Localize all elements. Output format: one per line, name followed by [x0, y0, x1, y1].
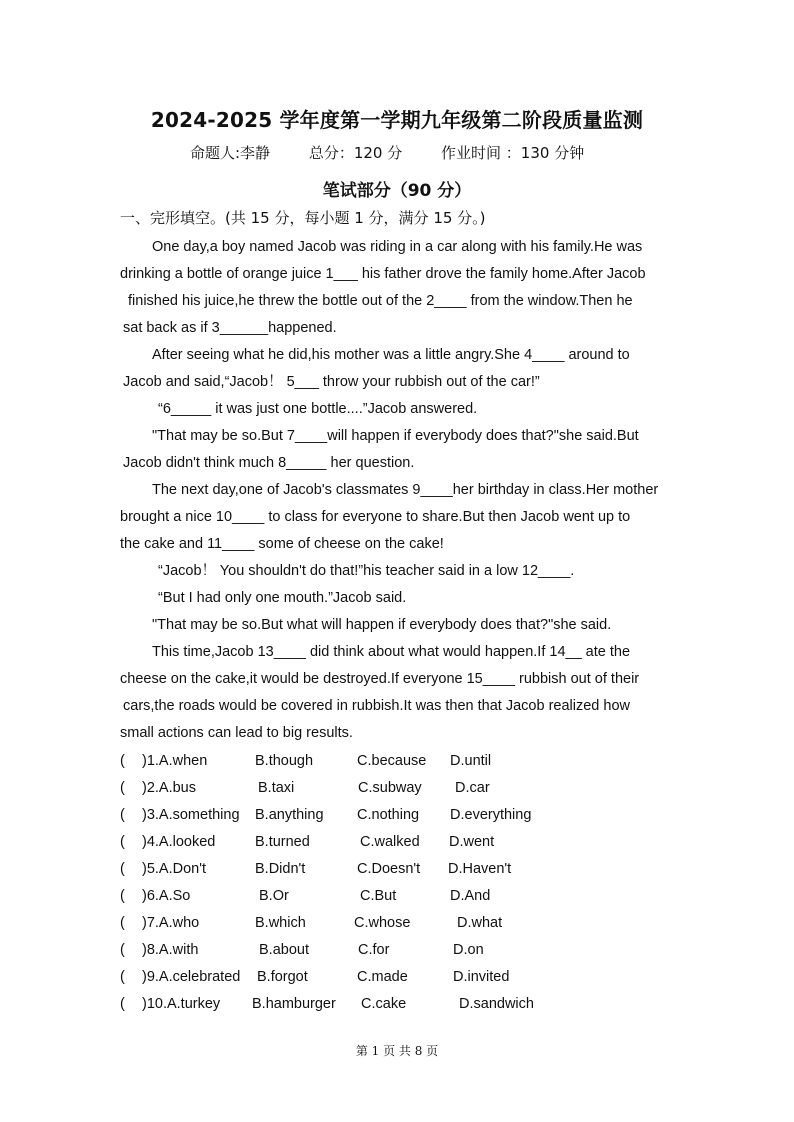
- question-row: [120, 883, 680, 910]
- option-b: B.which: [255, 915, 306, 931]
- option-a: )3.A.something: [142, 807, 240, 823]
- option-d: D.what: [457, 915, 503, 931]
- passage-line: "That may be so.But what will happen if everybody does that?"she said.: [152, 617, 612, 633]
- option-b: B.hamburger: [252, 996, 336, 1012]
- question-row: [120, 937, 680, 964]
- option-d: D.went: [449, 834, 495, 850]
- option-b: B.anything: [255, 807, 324, 823]
- answer-paren: (: [120, 888, 125, 904]
- option-b: B.Or: [259, 888, 289, 904]
- answer-paren: (: [120, 915, 125, 931]
- author-label: 命题人:李静: [190, 144, 271, 162]
- option-c: C.because: [357, 753, 427, 769]
- answer-paren: (: [120, 834, 125, 850]
- passage-line: the cake and 11____ some of cheese on the cake!: [120, 536, 444, 552]
- option-c: C.But: [360, 888, 397, 904]
- passage-line: “Jacob！ You shouldn't do that!”his teacher said in a low 12____.: [158, 563, 575, 579]
- question-row: [120, 964, 680, 991]
- answer-paren: (: [120, 861, 125, 877]
- passage-line: After seeing what he did,his mother was a little angry.She 4____ around to: [152, 347, 630, 363]
- passage-line: Jacob and said,“Jacob！ 5___ throw your rubbish out of the car!”: [123, 374, 540, 390]
- option-a: )8.A.with: [142, 942, 199, 958]
- option-a: )6.A.So: [142, 888, 191, 904]
- document-title: 2024-2025 学年度第一学期九年级第二阶段质量监测: [150, 108, 644, 132]
- option-d: D.sandwich: [459, 996, 534, 1012]
- passage-line: One day,a boy named Jacob was riding in a car along with his family.He was: [152, 239, 643, 255]
- question-row: [120, 829, 680, 856]
- option-a: )4.A.looked: [142, 834, 216, 850]
- passage-line: “But I had only one mouth.”Jacob said.: [158, 590, 407, 606]
- option-c: C.cake: [361, 996, 407, 1012]
- passage-line: “6_____ it was just one bottle....”Jacob answered.: [158, 401, 478, 417]
- question-row: [120, 910, 680, 937]
- option-c: C.subway: [358, 780, 422, 796]
- answer-paren: (: [120, 969, 125, 985]
- option-b: B.though: [255, 753, 314, 769]
- option-d: D.on: [453, 942, 484, 958]
- option-b: B.about: [259, 942, 309, 958]
- option-d: D.invited: [453, 969, 510, 985]
- option-a: )7.A.who: [142, 915, 200, 931]
- option-a: )10.A.turkey: [142, 996, 221, 1012]
- question-row: [120, 775, 680, 802]
- option-d: D.everything: [450, 807, 532, 823]
- option-d: D.car: [455, 780, 490, 796]
- question-row: [120, 748, 680, 775]
- passage-line: "That may be so.But 7____will happen if everybody does that?"she said.But: [152, 428, 639, 444]
- passage-line: Jacob didn't think much 8_____ her question.: [123, 455, 415, 471]
- question-row: [120, 991, 680, 1018]
- option-c: C.walked: [360, 834, 420, 850]
- option-a: )9.A.celebrated: [142, 969, 241, 985]
- option-a: )1.A.when: [142, 753, 208, 769]
- answer-paren: (: [120, 942, 125, 958]
- exam-meta: [190, 142, 618, 163]
- cloze-passage: [120, 234, 680, 747]
- option-c: C.nothing: [357, 807, 420, 823]
- option-a: )5.A.Don't: [142, 861, 207, 877]
- passage-line: brought a nice 10____ to class for everyone to share.But then Jacob went up to: [120, 509, 631, 525]
- answer-paren: (: [120, 996, 125, 1012]
- option-b: B.forgot: [257, 969, 308, 985]
- option-d: D.Haven't: [448, 861, 512, 877]
- option-c: C.whose: [354, 915, 411, 931]
- option-a: )2.A.bus: [142, 780, 196, 796]
- answer-paren: (: [120, 780, 125, 796]
- answer-paren: (: [120, 807, 125, 823]
- option-b: B.turned: [255, 834, 310, 850]
- passage-line: This time,Jacob 13____ did think about what would happen.If 14__ ate the: [152, 644, 631, 660]
- answer-paren: (: [120, 753, 125, 769]
- passage-line: drinking a bottle of orange juice 1___ his father drove the family home.After Jacob: [120, 266, 646, 282]
- option-c: C.Doesn't: [357, 861, 421, 877]
- option-d: D.until: [450, 753, 492, 769]
- question-options: [120, 748, 680, 1018]
- passage-line: small actions can lead to big results.: [120, 725, 353, 741]
- total-score-label: 总分：120 分: [308, 144, 403, 162]
- option-d: D.And: [450, 888, 491, 904]
- question-row: [120, 856, 680, 883]
- passage-line: The next day,one of Jacob's classmates 9____her birthday in class.Her mother: [152, 482, 659, 498]
- time-label: 作业时间 ：130 分钟: [441, 144, 585, 162]
- passage-line: cheese on the cake,it would be destroyed.If everyone 15____ rubbish out of their: [120, 671, 640, 687]
- option-b: B.taxi: [258, 780, 295, 796]
- option-c: C.for: [358, 942, 390, 958]
- page-footer: 第 1 页 共 8 页: [355, 1044, 439, 1058]
- instructions: 一、完形填空。(共 15 分，每小题 1 分，满分 15 分。): [120, 209, 486, 227]
- option-c: C.made: [357, 969, 408, 985]
- question-row: [120, 802, 680, 829]
- passage-line: cars,the roads would be covered in rubbish.It was then that Jacob realized how: [123, 698, 630, 714]
- passage-line: sat back as if 3______happened.: [123, 320, 337, 336]
- passage-line: finished his juice,he threw the bottle out of the 2____ from the window.Then he: [128, 293, 633, 309]
- section-heading: 笔试部分（90 分）: [322, 181, 472, 201]
- option-b: B.Didn't: [255, 861, 306, 877]
